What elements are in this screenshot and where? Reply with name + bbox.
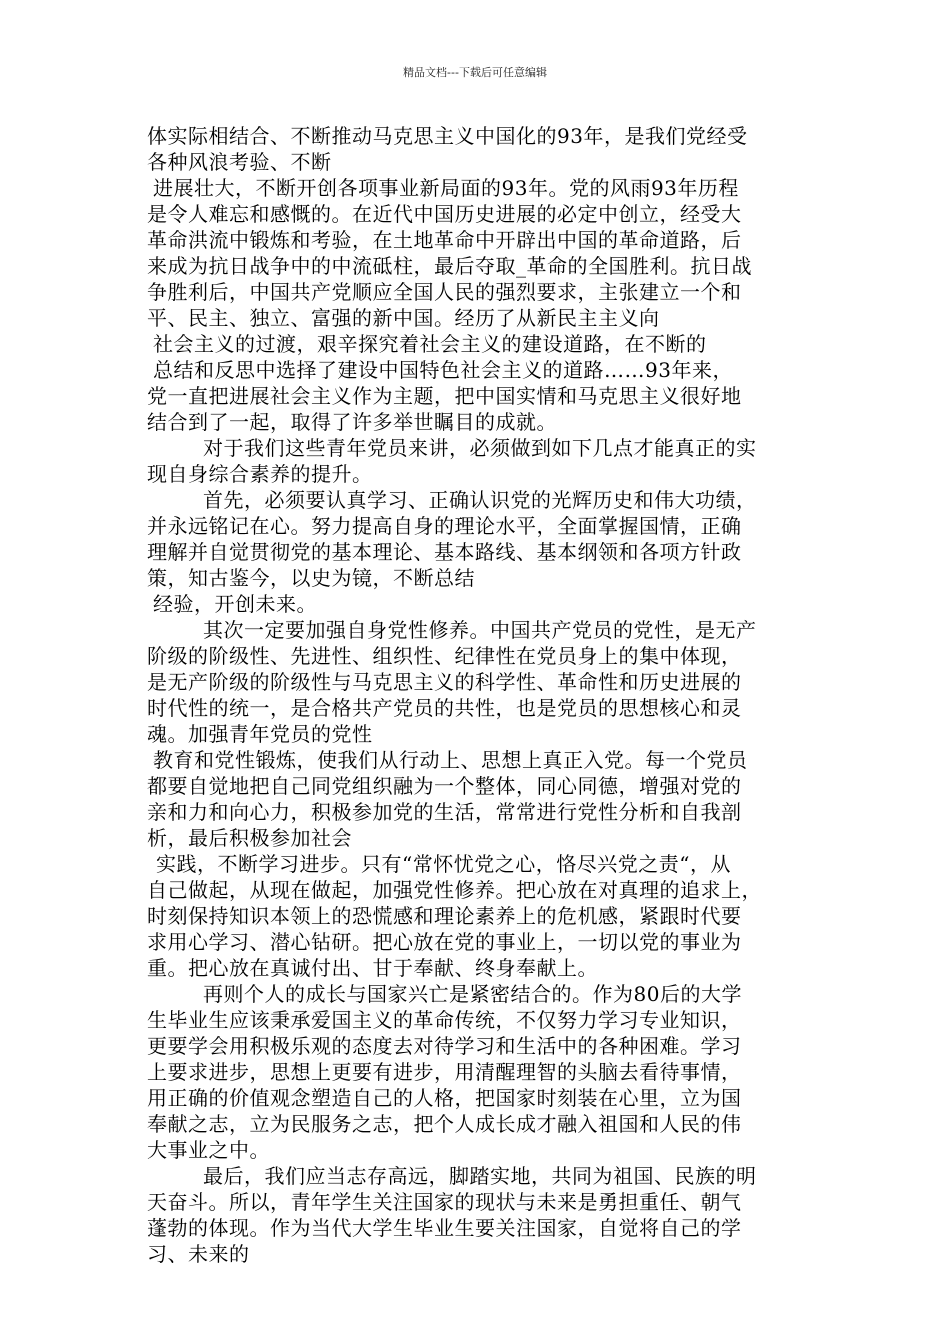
document-body bbox=[147, 123, 817, 1267]
text-line: 再则个人的成长与国家兴亡是紧密结合的。作为80后的大学 bbox=[203, 982, 742, 1006]
text-line: 大事业之中。 bbox=[147, 1138, 270, 1162]
text-line: 党一直把进展社会主义作为主题，把中国实情和马克思主义很好地 bbox=[147, 384, 742, 408]
text-line: 教育和党性锻炼，使我们从行动上、思想上真正入党。每一个党员 bbox=[153, 748, 748, 772]
text-line: 是令人难忘和感慨的。在近代中国历史进展的必定中创立，经受大 bbox=[147, 202, 742, 226]
text-line: 上要求进步，思想上更要有进步，用清醒理智的头脑去看待事情， bbox=[147, 1060, 742, 1084]
text-line: 习、未来的 bbox=[147, 1242, 250, 1266]
text-line: 是无产阶级的阶级性与马克思主义的科学性、革命性和历史进展的 bbox=[147, 670, 742, 694]
text-line: 其次一定要加强自身党性修养。中国共产党员的党性，是无产 bbox=[203, 618, 757, 642]
text-line: 魂。加强青年党员的党性 bbox=[147, 722, 373, 746]
text-line: 更要学会用积极乐观的态度去对待学习和生活中的各种困难。学习 bbox=[147, 1034, 742, 1058]
text-line: 时代性的统一，是合格共产党员的共性，也是党员的思想核心和灵 bbox=[147, 696, 742, 720]
text-line: 对于我们这些青年党员来讲，必须做到如下几点才能真正的实 bbox=[203, 436, 757, 460]
text-line: 总结和反思中选择了建设中国特色社会主义的道路……93年来， bbox=[153, 358, 733, 382]
text-line: 生毕业生应该秉承爱国主义的革命传统，不仅努力学习专业知识， bbox=[147, 1008, 742, 1032]
text-line: 重。把心放在真诚付出、甘于奉献、终身奉献上。 bbox=[147, 956, 598, 980]
text-line: 来成为抗日战争中的中流砥柱，最后夺取_革命的全国胜利。抗日战 bbox=[147, 254, 752, 278]
text-line: 都要自觉地把自己同党组织融为一个整体，同心同德，增强对党的 bbox=[147, 774, 742, 798]
text-line: 进展壮大，不断开创各项事业新局面的93年。党的风雨93年历程 bbox=[153, 176, 739, 200]
text-line: 各种风浪考验、不断 bbox=[147, 150, 332, 174]
text-line: 亲和力和向心力，积极参加党的生活，常常进行党性分析和自我剖 bbox=[147, 800, 742, 824]
text-line: 析，最后积极参加社会 bbox=[147, 826, 352, 850]
text-line: 首先，必须要认真学习、正确认识党的光辉历史和伟大功绩， bbox=[203, 488, 757, 512]
page-header: 精品文档---下载后可任意编辑 bbox=[403, 66, 547, 79]
text-line: 阶级的阶级性、先进性、组织性、纪律性在党员身上的集中体现， bbox=[147, 644, 742, 668]
text-line: 自己做起，从现在做起，加强党性修养。把心放在对真理的追求上， bbox=[147, 878, 762, 902]
text-line: 奉献之志，立为民服务之志，把个人成长成才融入祖国和人民的伟 bbox=[147, 1112, 742, 1136]
text-line: 求用心学习、潜心钻研。把心放在党的事业上，一切以党的事业为 bbox=[147, 930, 742, 954]
text-line: 用正确的价值观念塑造自己的人格，把国家时刻装在心里，立为国 bbox=[147, 1086, 742, 1110]
text-line: 策，知古鉴今，以史为镜，不断总结 bbox=[147, 566, 475, 590]
text-line: 社会主义的过渡，艰辛探究着社会主义的建设道路，在不断的 bbox=[153, 332, 707, 356]
text-line: 结合到了一起，取得了许多举世瞩目的成就。 bbox=[147, 410, 557, 434]
text-line: 并永远铭记在心。努力提高自身的理论水平，全面掌握国情，正确 bbox=[147, 514, 742, 538]
text-line: 时刻保持知识本领上的恐慌感和理论素养上的危机感，紧跟时代要 bbox=[147, 904, 742, 928]
text-line: 经验，开创未来。 bbox=[153, 592, 317, 616]
text-line: 理解并自觉贯彻党的基本理论、基本路线、基本纲领和各项方针政 bbox=[147, 540, 742, 564]
text-line: 平、民主、独立、富强的新中国。经历了从新民主主义向 bbox=[147, 306, 660, 330]
text-line: 体实际相结合、不断推动马克思主义中国化的93年，是我们党经受 bbox=[147, 124, 748, 148]
text-line: 实践，不断学习进步。只有“常怀忧党之心，恪尽兴党之责“，从 bbox=[156, 852, 731, 876]
text-line: 蓬勃的体现。作为当代大学生毕业生要关注国家，自觉将自己的学 bbox=[147, 1216, 742, 1240]
text-line: 天奋斗。所以，青年学生关注国家的现状与未来是勇担重任、朝气 bbox=[147, 1190, 742, 1214]
text-line: 争胜利后，中国共产党顺应全国人民的强烈要求，主张建立一个和 bbox=[147, 280, 742, 304]
text-line: 最后，我们应当志存高远，脚踏实地，共同为祖国、民族的明 bbox=[203, 1164, 757, 1188]
text-line: 现自身综合素养的提升。 bbox=[147, 462, 373, 486]
text-line: 革命洪流中锻炼和考验，在土地革命中开辟出中国的革命道路，后 bbox=[147, 228, 742, 252]
